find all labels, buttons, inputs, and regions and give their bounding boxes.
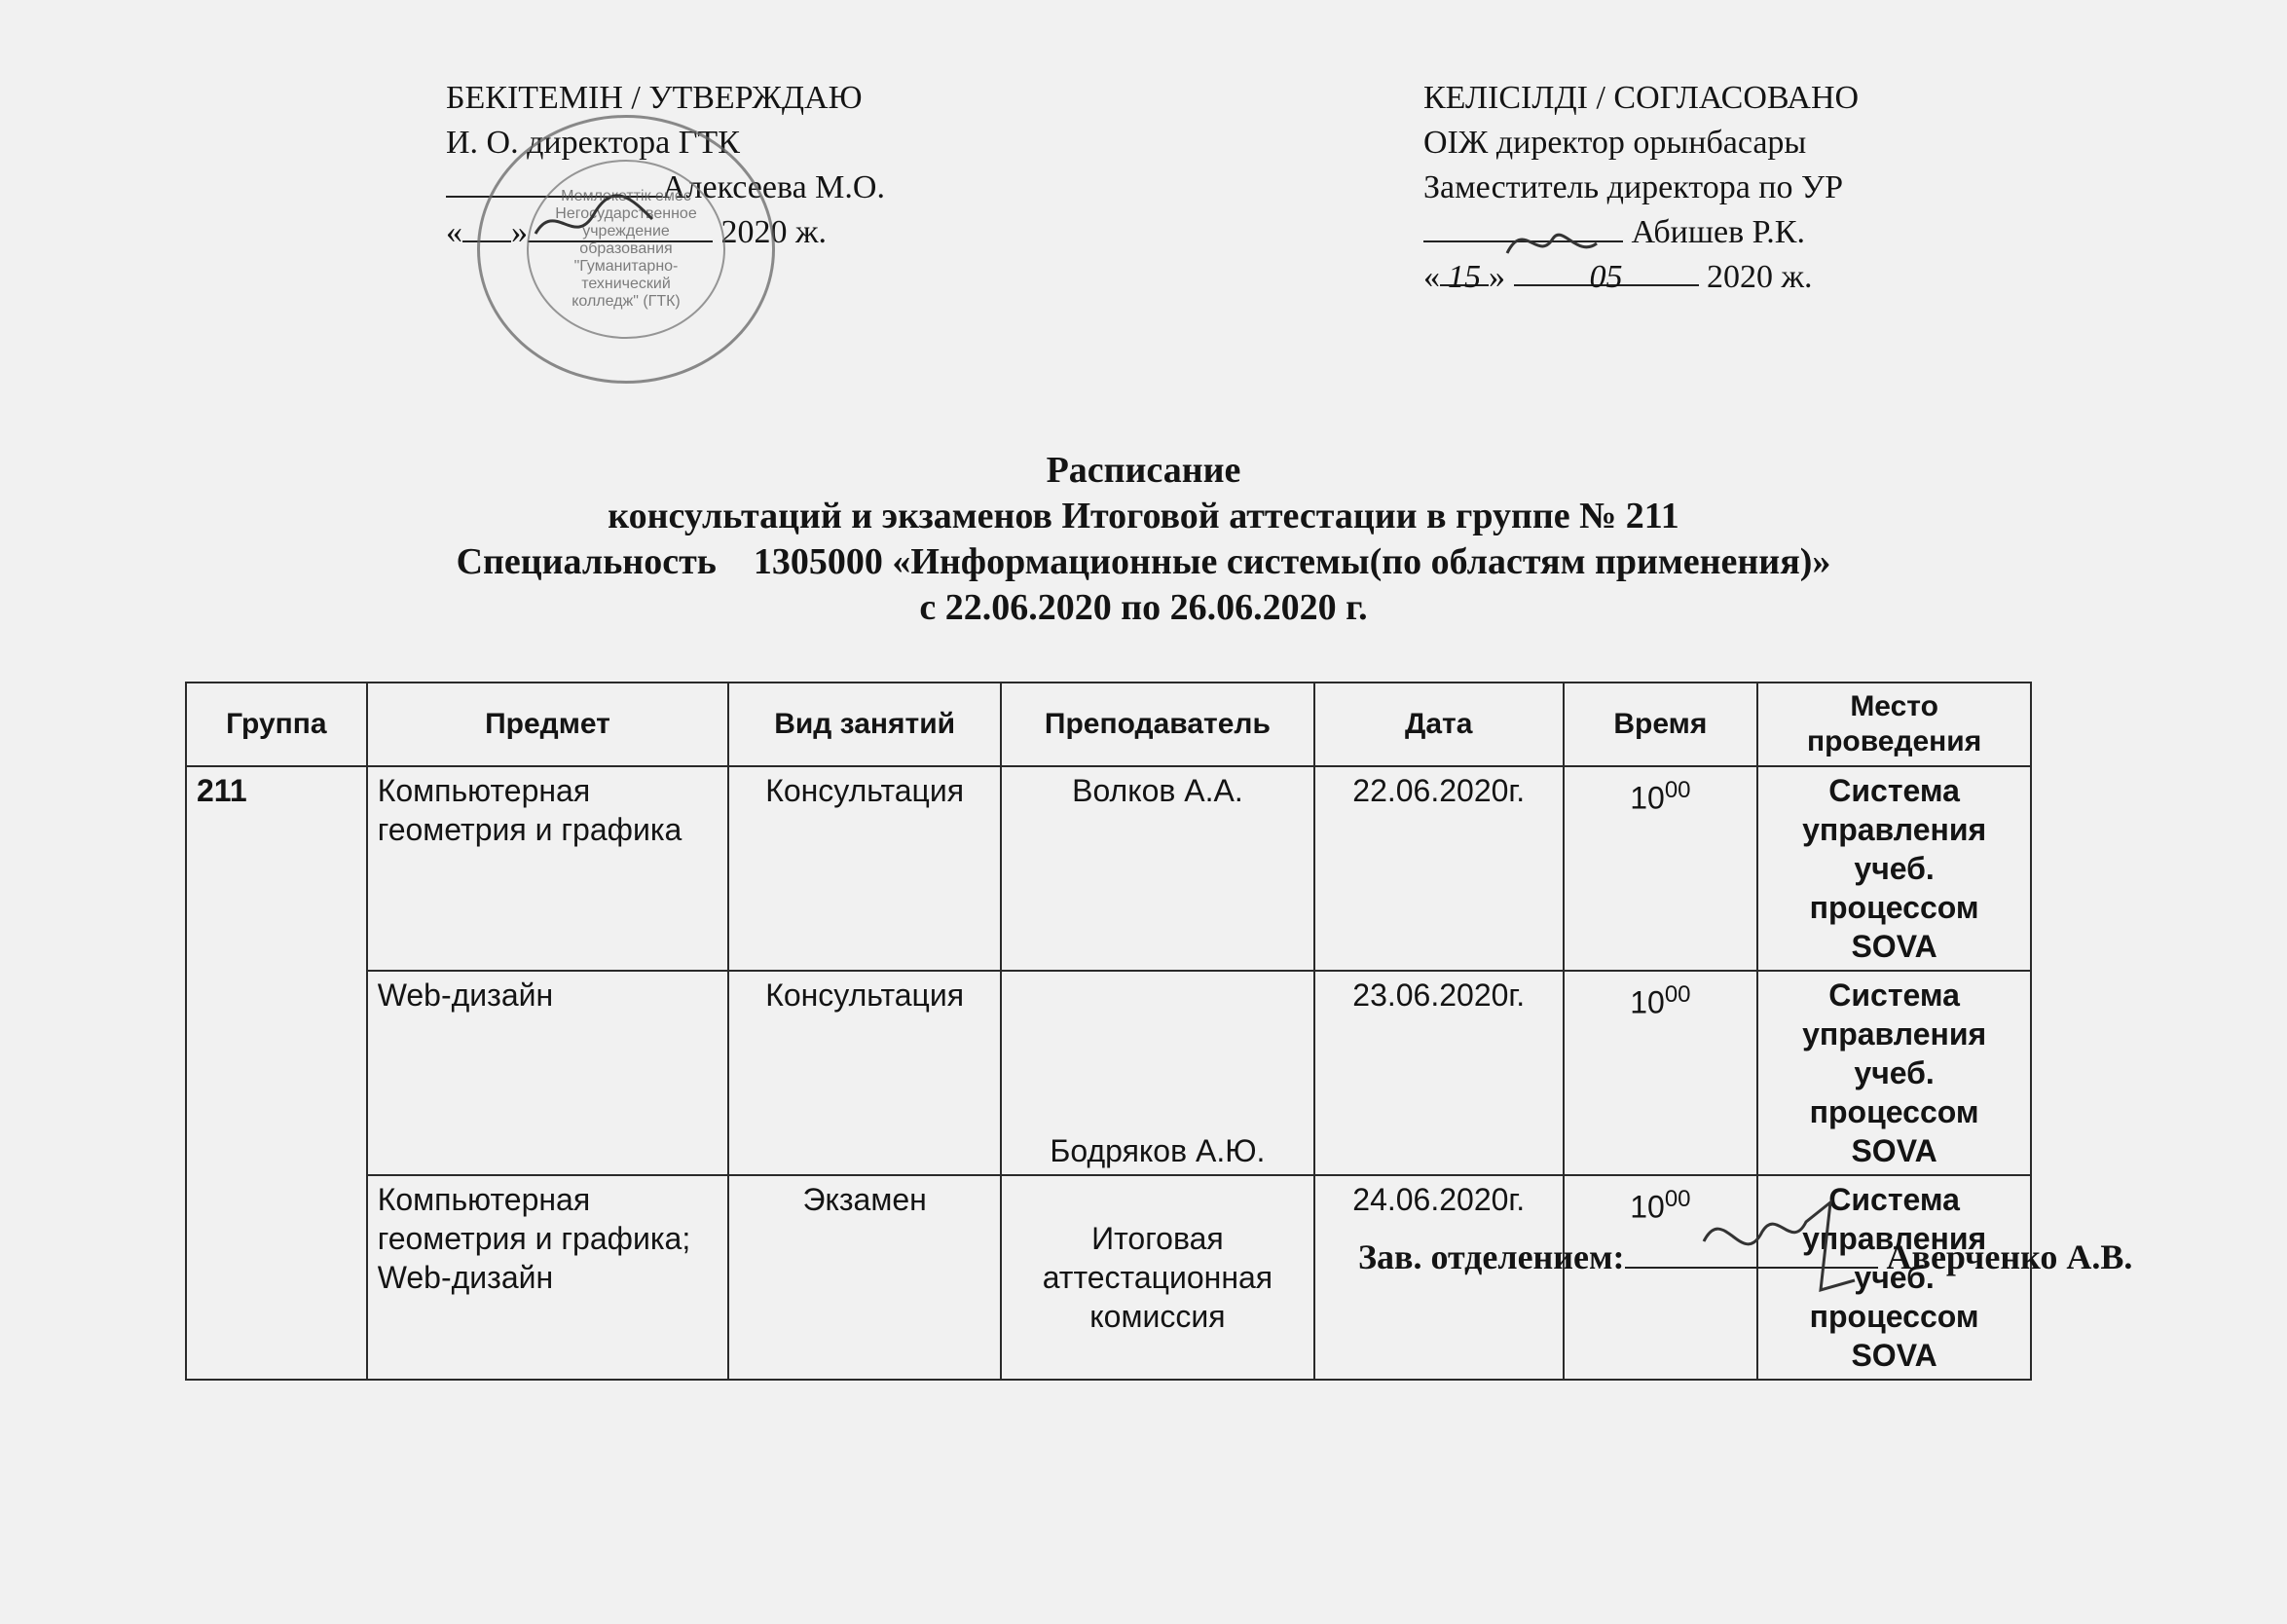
table-row xyxy=(186,1175,2031,1380)
date-cell: 23.06.2020г. xyxy=(1314,971,1564,1175)
table-header-row xyxy=(186,683,2031,766)
footer-label: Зав. отделением: xyxy=(1358,1237,1625,1276)
place-cell: Система управления учеб. процессом SOVA xyxy=(1757,1175,2031,1380)
teacher-cell: Итоговая аттестационная комиссия xyxy=(1001,1175,1314,1380)
title-line-1: Расписание xyxy=(1046,450,1241,491)
header-type: Вид занятий xyxy=(728,683,1001,766)
table-row xyxy=(186,766,2031,971)
approval-date-line: « » 2020 ж. xyxy=(446,210,885,255)
agreement-position-kz: ОІЖ директор орынбасары xyxy=(1423,125,1807,161)
agreement-day: 15 xyxy=(1440,255,1489,286)
agreement-heading: КЕЛІСІЛДІ / СОГЛАСОВАНО xyxy=(1423,80,1860,116)
approval-position: И. О. директора ГТК xyxy=(446,125,740,161)
time-cell: $10^{00}$ xyxy=(1564,766,1758,971)
footer-name: Аверченко А.В. xyxy=(1886,1237,2133,1276)
place-cell: Система управления учеб. процессом SOVA xyxy=(1757,766,2031,971)
header-teacher: Преподаватель xyxy=(1001,683,1314,766)
group-cell: 211 xyxy=(186,766,367,1380)
time-cell: $10^{00}$ xyxy=(1564,971,1758,1175)
agreement-date-line: « 15 » 05 2020 ж. xyxy=(1423,255,1859,300)
time-cell: $10^{00}$ xyxy=(1564,1175,1758,1380)
agreement-month: 05 xyxy=(1514,255,1699,286)
signature-underline xyxy=(1625,1237,1878,1269)
subject-cell: Компьютерная геометрия и графика; Web-дизайн xyxy=(367,1175,729,1380)
place-cell: Система управления учеб. процессом SOVA xyxy=(1757,971,2031,1175)
title-line-2: консультаций и экзаменов Итоговой аттестации в группе № 211 xyxy=(608,496,1679,536)
type-cell: Консультация xyxy=(728,766,1001,971)
document-title xyxy=(0,448,2287,631)
agreement-block xyxy=(1423,76,1859,300)
agreement-signature-line xyxy=(1423,210,1859,255)
title-line-3: Специальность 1305000 «Информационные системы(по областям применения)» xyxy=(456,541,1831,582)
type-cell: Экзамен xyxy=(728,1175,1001,1380)
table-row xyxy=(186,971,2031,1175)
subject-cell: Web-дизайн xyxy=(367,971,729,1175)
agreement-name: Абишев Р.К. xyxy=(1631,214,1805,250)
title-line-4: с 22.06.2020 по 26.06.2020 г. xyxy=(919,587,1368,628)
agreement-position-ru: Заместитель директора по УР xyxy=(1423,169,1843,205)
approval-heading: БЕКІТЕМІН / УТВЕРЖДАЮ xyxy=(446,80,863,116)
date-cell: 24.06.2020г. xyxy=(1314,1175,1564,1380)
approval-name: Алексеева М.О. xyxy=(662,169,885,205)
date-cell: 22.06.2020г. xyxy=(1314,766,1564,971)
approval-block xyxy=(446,76,885,255)
seal-inner-text: Мемлекеттік емес Негосударственное учреждение образования "Гуманитарно- технический колледж" (ГТК) xyxy=(527,160,725,339)
subject-cell: Компьютерная геометрия и графика xyxy=(367,766,729,971)
header-date: Дата xyxy=(1314,683,1564,766)
teacher-cell: Волков А.А. xyxy=(1001,766,1314,971)
approval-signature-line xyxy=(446,166,885,210)
header-time: Время xyxy=(1564,683,1758,766)
signature-underline xyxy=(446,166,662,198)
department-head-signature xyxy=(1358,1236,2132,1277)
signature-underline xyxy=(1423,211,1623,242)
header-subject: Предмет xyxy=(367,683,729,766)
teacher-cell: Бодряков А.Ю. xyxy=(1001,971,1314,1175)
type-cell: Консультация xyxy=(728,971,1001,1175)
header-group: Группа xyxy=(186,683,367,766)
header-place: Место проведения xyxy=(1757,683,2031,766)
